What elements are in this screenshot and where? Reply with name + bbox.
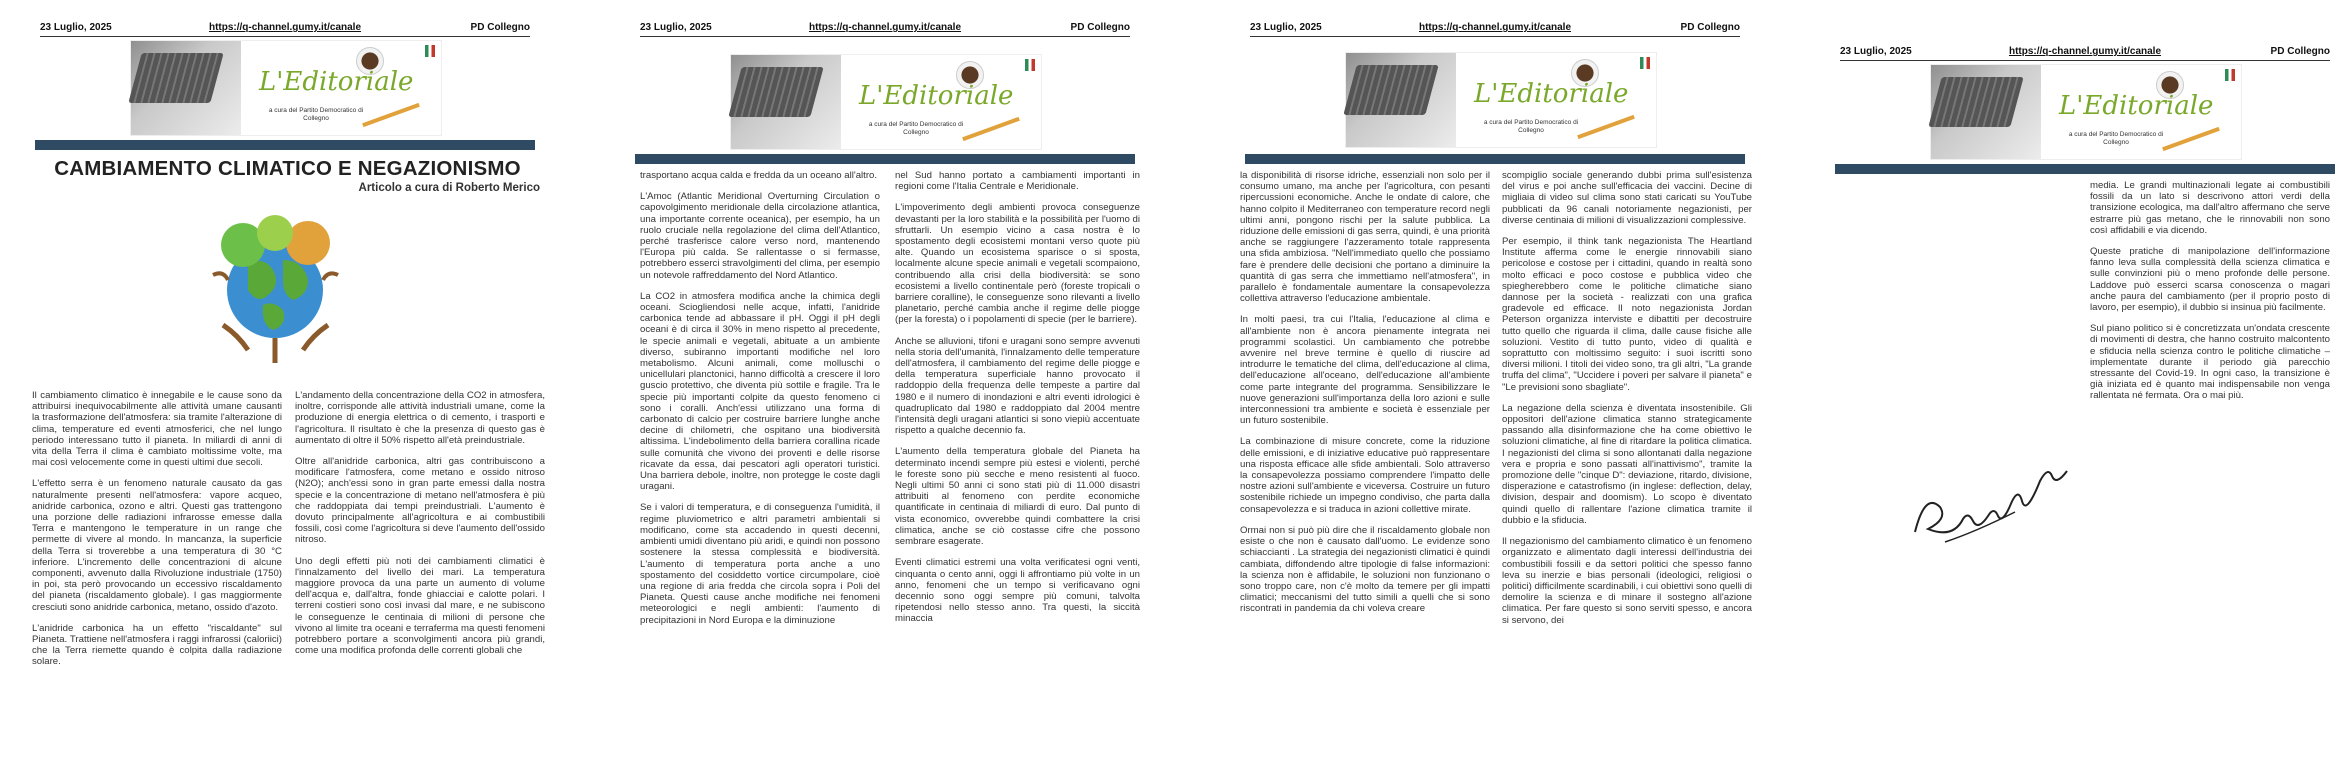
party-logo-icon <box>1025 59 1035 71</box>
page-1 <box>20 0 550 757</box>
globe-tree-icon <box>193 205 358 370</box>
editorial-banner <box>130 40 442 136</box>
paragraph: La CO2 in atmosfera modifica anche la chimica degli oceani. Sciogliendosi nelle acque, infatti, l'anidride carbonica tende ad abbassare il pH. Oggi il pH degli oceani è di circa il 30% in meno rispetto al precedente, le specie animali e vegetali, abituate a un ambiente diverso, subiranno importanti modifiche nel loro metabolismo. Alcuni animali, come molluschi o unicellulari planctonici, hanno difficoltà a crescere il loro guscio protettivo, che diventa più sottile e fragile. Tra le specie più importanti colpite da questo fenomeno ci sono i coralli. Anch'essi utilizzano una forma di carbonato di calcio per costruire barriere lunghe anche decine di chilometri, che ospitano una biodiversità altissima. L'indebolimento della barriera corallina ricade sulle comunità che vivono dei proventi e delle risorse ricavate da essa, dai pescatori agli operatori turistici. Una barriera debole, inoltre, non protegge le coste dagli uragani. <box>640 290 880 493</box>
paragraph: nel Sud hanno portato a cambiamenti importanti in regioni come l'Italia Centrale e Meridionale. <box>895 170 1140 193</box>
party-logo-icon <box>1640 57 1650 69</box>
page-2-column-2 <box>895 170 1140 755</box>
header-url[interactable]: https://q-channel.gumy.it/canale <box>1418 22 1572 33</box>
banner-subtitle: a cura del Partito Democratico di Collegno <box>268 107 364 122</box>
article-title: CAMBIAMENTO CLIMATICO E NEGAZIONISMO <box>54 157 521 180</box>
page-3-column-1 <box>1240 170 1490 755</box>
navbar-strip <box>1245 154 1745 164</box>
article-byline: Articolo a cura di Roberto Merico <box>358 182 540 194</box>
header-org: PD Collegno <box>470 22 530 33</box>
banner-subtitle: a cura del Partito Democratico di Collegno <box>2068 131 2164 146</box>
editorial-banner <box>1345 52 1657 148</box>
paragraph: L'impoverimento degli ambienti provoca conseguenze devastanti per la loro stabilità e la possibilità per l'uomo di sfruttarli. Un esempio vicino a casa nostra è lo spostamento degli ecosistemi montani verso quote più alte. Quando un ecosistema sparisce o si sposta, localmente alcune specie animali e vegetali scompaiono, contribuendo alla crisi della biodiversità: se sono ecosistemi a livello continentale però (foreste tropicali o barriere coralline), le conseguenze sono rilevanti a livello planetario, perché cambia anche il regime delle piogge (per la foresta) o i popolamenti di specie (per le barriere). <box>895 202 1140 326</box>
keyboard-image <box>1343 65 1438 115</box>
paragraph: Anche se alluvioni, tifoni e uragani sono sempre avvenuti nella storia dell'umanità, l'innalzamento delle temperature dell'atmosfera, il cambiamento del regime delle piogge e della temperatura superficiale hanno provocato il raddoppio della frequenza delle tempeste a partire dal 1980 e il numero di inondazioni e altri eventi idrologici è quadruplicato dal 1980 e raddoppiato dal 2004 mentre l'intensità degli uragani atlantici si sono viepiù accentuate rispetto a qualche decennio fa. <box>895 335 1140 437</box>
paragraph: media. Le grandi multinazionali legate ai combustibili fossili da un lato si descrivono attori verdi della transizione ecologica, ma dall'altro affermano che serve estrarre più gas metano, che le rinnovabili non sono così affidabili e via dicendo. <box>2090 180 2330 236</box>
desk-photo <box>1931 65 2041 159</box>
desk-photo <box>131 41 241 135</box>
paragraph: Il cambiamento climatico è innegabile e le cause sono da attribuirsi inequivocabilmente alle attività umane causanti la trasformazione dell'atmosfera: sia tramite l'alterazione di clima, temperature ed eventi atmosferici, che nel lungo periodo interessano tutto il pianeta. In miliardi di anni di vita della Terra il clima è cambiato moltissime volte, ma mai così velocemente come in questi ultimi due secoli. <box>32 390 282 469</box>
paragraph: L'andamento della concentrazione della CO2 in atmosfera, inoltre, corrisponde alle attività industriali umane, come la produzione di energia elettrica o di cemento, i trasporti e l'agricoltura. Il risultato è che la presenza di questo gas è aumentato di oltre il 50% rispetto all'età preindustriale. <box>295 390 545 446</box>
paragraph: la disponibilità di risorse idriche, essenziali non solo per il consumo umano, ma anche per l'agricoltura, con pesanti ripercussioni economiche. Anche le ondate di calore, che hanno colpito il Mediterraneo con temperature record negli ultimi anni, pongono rischi per la salute pubblica. La riduzione delle emissioni di gas serra, quindi, è una priorità anche se raggiungere l'azzeramento totale rappresenta una sfida ambiziosa. "Nell'immediato quello che possiamo fare è prendere delle decisioni che portano a diminuire la quantità di gas serra che immettiamo nell'atmosfera", in parallelo è fondamentale aumentare la consapevolezza collettiva attraverso l'educazione ambientale. <box>1240 170 1490 305</box>
banner-subtitle: a cura del Partito Democratico di Collegno <box>868 121 964 136</box>
party-logo-icon <box>2225 69 2235 81</box>
navbar-strip <box>1835 164 2335 174</box>
handwritten-signature-icon <box>1905 452 2090 562</box>
page-2-column-1 <box>640 170 880 755</box>
paragraph: In molti paesi, tra cui l'Italia, l'educazione al clima e all'ambiente non è ancora pienamente integrata nei programmi scolastici. Un cambiamento che potrebbe avvenire nel breve termine è quello di riuscire ad introdurre le tematiche del clima, dell'educazione al clima, dell'educazione all'oceano, dell'educazione all'ambiente come parte integrante del programma. Sensibilizzare le nuove generazioni sull'importanza della loro azioni e sulle interconnessioni tra ambiente e società è essenziale per un futuro sostenibile. <box>1240 314 1490 427</box>
paragraph: L'aumento della temperatura globale del Pianeta ha determinato incendi sempre più estesi e violenti, perché le foreste sono più secche e meno resistenti al fuoco. Negli ultimi 50 anni ci sono stati più di 11.000 disastri attribuiti al fenomeno con perdite economiche quantificate in centinaia di miliardi di euro. Dal punto di vista economico, ovverebbe quindi combattere la crisi climatica, anche se ciò costasse cifre che possono sembrare esagerate. <box>895 446 1140 548</box>
paragraph: Ormai non si può più dire che il riscaldamento globale non esiste o che non è causato dall'uomo. Le evidenze sono schiaccianti . La strategia dei negazionisti climatici è quindi cambiata, diffondendo altre tipologie di false informazioni: la scienza non è affidabile, le soluzioni non funzionano o sono troppo care, non c'è molto da temere per gli impatti climatici; meccanismi del tutto simili a quelli che si sono riscontrati in pandemia da chi voleva creare <box>1240 524 1490 615</box>
header-url[interactable]: https://q-channel.gumy.it/canale <box>2008 46 2162 57</box>
paragraph: Se i valori di temperatura, e di conseguenza l'umidità, il regime pluviometrico e altri parametri ambientali si modificano, come sta accadendo in questi decenni, ambienti umidi diventano più aridi, e quindi non possono sostenere la stessa complessità e biodiversità. L'aumento di temperatura porta anche a uno spostamento del cosiddetto vortice circumpolare, cioè una regione di aria fredda che circola sopra i Poli del Pianeta. Questi cause anche modifiche nei fenomeni meteorologici e negli ambienti: l'aumento di precipitazioni in Nord Europa e la diminuzione <box>640 502 880 626</box>
desk-photo <box>731 55 841 149</box>
banner-title: L'Editoriale <box>1474 79 1629 109</box>
author-signature <box>1905 452 2090 562</box>
header-org: PD Collegno <box>2270 46 2330 57</box>
paragraph: Uno degli effetti più noti dei cambiamenti climatici è l'innalzamento del livello dei mari. La temperatura maggiore provoca da una parte un aumento di volume dell'acqua e, dall'altra, fonde ghiacciai e calotte polari. I terreni costieri sono così invasi dal mare, e ne subiscono le conseguenze le centinaia di milioni di persone che vivono al limite tra oceani e terraferma ma questi fenomeni potrebbero portare a sconvolgimenti ancora più grandi, come una modifica profonda delle correnti globali che <box>295 555 545 657</box>
page-header <box>1250 22 1740 37</box>
paragraph: Il negazionismo del cambiamento climatico è un fenomeno organizzato e alimentato dagli interessi dell'industria dei combustibili fossili e da settori politici che spesso fanno leva su inerzie e bias personali (ideologici, religiosi o politici) difficilmente scardinabili, i cui obiettivi sono quelli di demolire la scienza e di minare il sostegno all'azione climatica. Per fare questo si sono serviti spesso, e ancora si servono, dei <box>1502 536 1752 626</box>
desk-photo <box>1346 53 1456 147</box>
page-4-column-2 <box>2090 180 2330 430</box>
paragraph: L'Amoc (Atlantic Meridional Overturning Circulation o capovolgimento meridionale della circolazione atlantica, una importante corrente oceanica), per esempio, ha un ruolo cruciale nella regolazione del clima dell'Atlantico, perché trasferisce calore verso nord, mantenendo l'Europa più calda. Se rallentasse o si fermasse, potrebbero esserci stravolgimenti del clima, per esempio un notevole raffreddamento del Nord Atlantico. <box>640 191 880 281</box>
page-4 <box>1820 0 2350 757</box>
header-url[interactable]: https://q-channel.gumy.it/canale <box>208 22 362 33</box>
keyboard-image <box>1928 77 2023 127</box>
header-date: 23 Luglio, 2025 <box>40 22 112 33</box>
navbar-strip <box>635 154 1135 164</box>
banner-title: L'Editoriale <box>259 67 414 97</box>
header-date: 23 Luglio, 2025 <box>1250 22 1322 33</box>
banner-title: L'Editoriale <box>859 81 1014 111</box>
keyboard-image <box>128 53 223 103</box>
paragraph: Queste pratiche di manipolazione dell'informazione fanno leva sulla complessità della scienza climatica e sulle convinzioni più o meno profonde delle persone. Laddove può esserci scarsa conoscenza o magari anche paura del cambiamento (per il proprio posto di lavoro, per esempio), il dubbio si insinua più facilmente. <box>2090 246 2330 314</box>
page-2 <box>620 0 1150 757</box>
paragraph: La negazione della scienza è diventata insostenibile. Gli oppositori dell'azione climatica stanno strategicamente passando alla disinformazione che ha come obiettivo le soluzioni climatiche, al fine di ritardare la politica climatica. I negazionisti del clima si sono allontanati dalla negazione vera e propria e sono passati all'inattivismo", tramite la promozione delle "cinque D": deviazione, ritardo, divisione, disperazione e catastrofismo (in inglese: deflection, delay, division, despair and doomism). Lo scopo è diventato quindi quello di rallentare l'azione climatica tramite il dubbio e la sfiducia. <box>1502 402 1752 526</box>
globe-illustration <box>193 205 358 370</box>
banner-title: L'Editoriale <box>2059 91 2214 121</box>
paragraph: scompiglio sociale generando dubbi prima sull'esistenza del virus e poi anche sull'efficacia dei vaccini. Decine di migliaia di video sul clima sono stati caricati su YouTube pubblicati da 96 canali notoriamente negazionisti, per diverse centinaia di milioni di visualizzazioni complessive. <box>1502 170 1752 226</box>
paragraph: Oltre all'anidride carbonica, altri gas contribuiscono a modificare l'atmosfera, come metano e ossido nitroso (N2O); anch'essi sono in gran parte emessi dalla nostra specie e la concentrazione di metano nell'atmosfera è più che raddoppiata dai tempi preindustriali. L'aumento è dovuto principalmente all'agricoltura e ai combustibili fossili, così come l'agricoltura si deve l'aumento dell'ossido nitroso. <box>295 456 545 546</box>
navbar-strip <box>35 140 535 150</box>
page-1-column-2 <box>295 390 545 755</box>
page-1-column-1 <box>32 390 282 755</box>
keyboard-image <box>728 67 823 117</box>
header-org: PD Collegno <box>1070 22 1130 33</box>
page-header <box>40 22 530 37</box>
paragraph: Eventi climatici estremi una volta verificatesi ogni venti, cinquanta o cento anni, oggi li affrontiamo più volte in un anno, fenomeni che un tempo si verificavano ogni decennio sono oggi sempre più comuni, talvolta ripetendosi nello stesso anno. Tra questi, la siccità minaccia <box>895 557 1140 625</box>
editorial-banner <box>730 54 1042 150</box>
banner-subtitle: a cura del Partito Democratico di Collegno <box>1483 119 1579 134</box>
paragraph: L'effetto serra è un fenomeno naturale causato da gas naturalmente presenti nell'atmosfera: vapore acqueo, anidride carbonica, ozono e altri. Questi gas trattengono una porzione delle radiazioni infrarosse emesse dalla Terra e mantengono le temperature in un range che permette di vivere al mondo. In mancanza, la superficie della Terra si troverebbe a una temperatura di 30 °C inferiore. L'incremento delle concentrazioni di alcune componenti, avvenuto dalla Rivoluzione industriale (1750) in poi, sta però provocando un eccessivo riscaldamento del pianeta (riscaldamento globale). I gas maggiormente cresciuti sono anidride carbonica, metano, ossido d'azoto. <box>32 478 282 613</box>
page-3 <box>1230 0 1760 757</box>
paragraph: Sul piano politico si è concretizzata un'ondata crescente di movimenti di destra, che hanno costruito malcontento e sfiducia nella scienza contro le politiche climatiche – implementate durante il periodo già parecchio stressante del Covid-19. In ogni caso, la transizione è già iniziata ed è quanto mai indispensabile non venga rallentata né fermata. Ora o mai più. <box>2090 323 2330 402</box>
header-url[interactable]: https://q-channel.gumy.it/canale <box>808 22 962 33</box>
page-header <box>1840 46 2330 61</box>
page-header <box>640 22 1130 37</box>
header-org: PD Collegno <box>1680 22 1740 33</box>
party-logo-icon <box>425 45 435 57</box>
paragraph: Per esempio, il think tank negazionista The Heartland Institute afferma come le energie rinnovabili siano pericolose e costose per i cittadini, quando in realtà sono molto efficaci e poco costose e pubblica video che spiegherebbero come le politiche climatiche siano dannose per la società - realizzati con una grafica gradevole ed efficace. Il noto negazionista Jordan Peterson organizza interviste e dibattiti per decostruire tutto quello che riguarda il clima, dalle cause fisiche alle soluzioni. Vestito di tutto punto, video di qualità e soprattutto con moltissimo seguito: i suoi iscritti sono diversi milioni. I titoli dei video sono, tra gli altri, "La grande truffa del clima", "Uccidere i poveri per salvare il pianeta" e "Le previsioni sono sbagliate". <box>1502 236 1752 393</box>
page-3-column-2 <box>1502 170 1752 755</box>
paragraph: trasportano acqua calda e fredda da un oceano all'altro. <box>640 170 878 181</box>
paragraph: La combinazione di misure concrete, come la riduzione delle emissioni, e di iniziative educative può rappresentare una risposta efficace alle sfide ambientali. Solo attraverso la consapevolezza possiamo comprendere l'impatto delle nostre azioni sull'ambiente e viceversa. Costruire un futuro sostenibile richiede un impegno condiviso, che parta dalla consapevolezza e si traduca in azioni collettive mirate. <box>1240 436 1490 515</box>
header-date: 23 Luglio, 2025 <box>640 22 712 33</box>
editorial-banner <box>1930 64 2242 160</box>
header-date: 23 Luglio, 2025 <box>1840 46 1912 57</box>
paragraph: L'anidride carbonica ha un effetto "riscaldante" sul Pianeta. Trattiene nell'atmosfera i raggi infrarossi (caloriici) che la Terra riemette quando è colpita dalla radiazione solare. <box>32 622 282 668</box>
